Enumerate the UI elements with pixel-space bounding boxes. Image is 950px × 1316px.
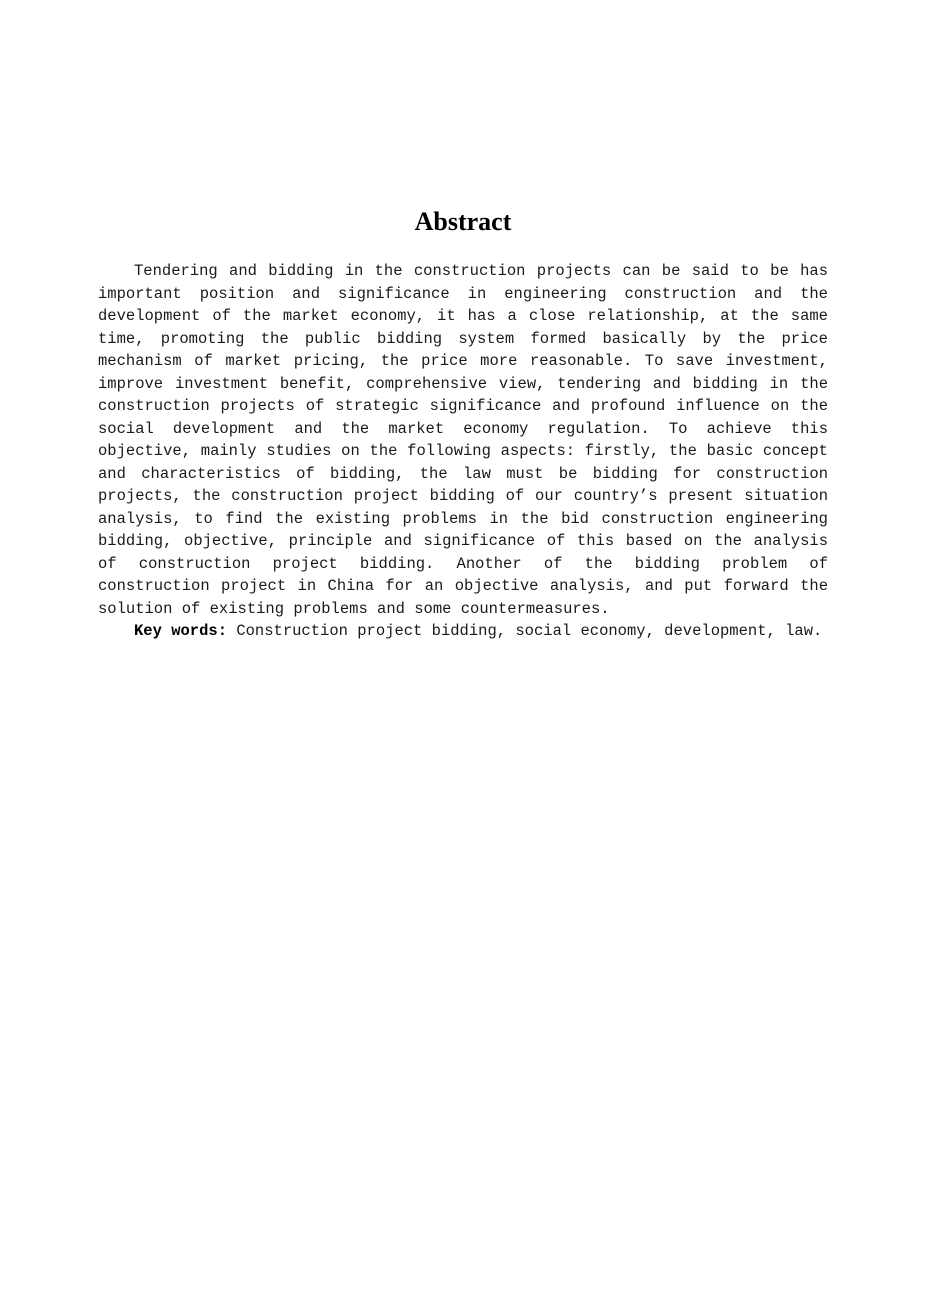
abstract-paragraph: Tendering and bidding in the construction projects can be said to be has important position and significance in engineering construction and the development of the market economy, it has a close relationship, at the same time, promoting the public bidding system formed basically by the price mechanism of market pricing, the price more reasonable. To save investment, improve investment benefit, comprehensive view, tendering and bidding in the construction projects of strategic significance and profound influence on the social development and the market economy regulation. To achieve this objective, mainly studies on the following aspects: firstly, the basic concept and characteristics of bidding, the law must be bidding for construction projects, the construction project bidding of our country’s present situation analysis, to find the existing problems in the bid construction engineering bidding, objective, principle and significance of this based on the analysis of construction project bidding. Another of the bidding problem of construction project in China for an objective analysis, and put forward the solution of existing problems and some countermeasures.: [98, 262, 828, 618]
keywords-line: [98, 620, 828, 643]
abstract-section: [98, 206, 828, 643]
keywords-text: Construction project bidding, social economy, development, law.: [227, 622, 823, 640]
keywords-label: Key words:: [134, 622, 228, 640]
page-title: Abstract: [414, 207, 512, 236]
